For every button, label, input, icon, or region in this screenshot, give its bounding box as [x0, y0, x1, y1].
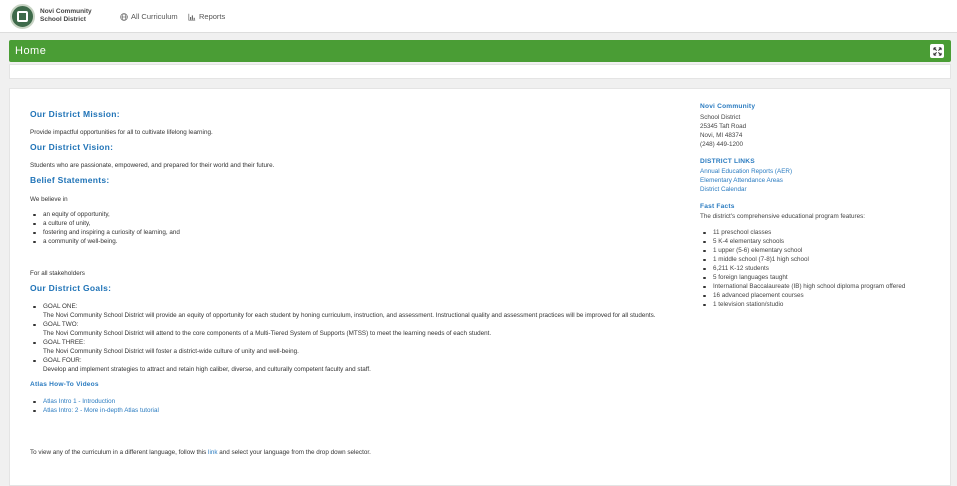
brand-line-1: Novi Community [40, 8, 92, 15]
list-item: 1 television station/studio [700, 300, 905, 309]
toolbar-strip [9, 64, 951, 79]
fast-facts-heading: Fast Facts [700, 203, 735, 210]
belief-list [30, 210, 180, 246]
expand-arrows-icon [933, 47, 942, 56]
list-item: fostering and inspiring a curiosity of learning, and [30, 228, 180, 237]
content-panel [9, 88, 951, 486]
district-heading: Novi Community [700, 103, 756, 110]
list-item: a community of well-being. [30, 237, 180, 246]
page-title: Home [15, 45, 47, 57]
goals-heading: Our District Goals: [30, 283, 112, 293]
address-line: School District [700, 114, 741, 121]
address-line: Novi, MI 48374 [700, 132, 743, 139]
list-item: International Baccalaureate (IB) high school diploma program offered [700, 282, 905, 291]
list-item: 1 middle school (7-8)1 high school [700, 255, 905, 264]
vision-text: Students who are passionate, empowered, and prepared for their world and their future. [30, 162, 275, 169]
list-item: 11 preschool classes [700, 228, 905, 237]
videos-list [30, 397, 159, 415]
nav-reports[interactable] [188, 12, 225, 21]
expand-button[interactable] [930, 44, 944, 58]
list-item: 1 upper (5-6) elementary school [700, 246, 905, 255]
video-link-intro-1[interactable]: Atlas Intro 1 - Introduction [30, 397, 159, 406]
brand-line-2: School District [40, 16, 86, 23]
list-item: a culture of unity, [30, 219, 180, 228]
goal-desc: Develop and implement strategies to attract and retain high caliber, diverse, and culturally competent faculty and staff. [43, 366, 371, 373]
vision-heading: Our District Vision: [30, 142, 114, 152]
district-seal-icon[interactable] [10, 4, 35, 29]
page-title-bar [9, 40, 951, 62]
link-district-calendar[interactable]: District Calendar [700, 186, 747, 193]
nav-all-curriculum[interactable] [120, 12, 178, 21]
brand-name[interactable] [40, 8, 100, 24]
list-item: 6,211 K-12 students [700, 264, 905, 273]
mission-text: Provide impactful opportunities for all to cultivate lifelong learning. [30, 129, 213, 136]
video-link-intro-2[interactable]: Atlas Intro: 2 - More in-depth Atlas tutorial [30, 406, 159, 415]
language-link[interactable]: link [208, 449, 218, 456]
goal-title: GOAL ONE: [30, 302, 655, 311]
goal-desc: The Novi Community School District will provide an equity of opportunity for each student by honing curriculum, instruction, and assessment. Instructional quality and assessment practices will be improved for all students. [43, 312, 656, 319]
bar-chart-icon [188, 13, 196, 21]
link-elementary-attendance-areas[interactable]: Elementary Attendance Areas [700, 177, 783, 184]
goals-list [30, 302, 655, 374]
nav-all-curriculum-label: All Curriculum [131, 12, 178, 21]
goal-desc: The Novi Community School District will foster a district-wide culture of unity and well-being. [43, 348, 299, 355]
list-item: 5 K-4 elementary schools [700, 237, 905, 246]
stakeholders-text: For all stakeholders [30, 270, 85, 277]
globe-icon [120, 13, 128, 21]
link-annual-education-reports[interactable]: Annual Education Reports (AER) [700, 168, 793, 175]
address-line: 25345 Taft Road [700, 123, 747, 130]
fast-facts-intro: The district's comprehensive educational program features: [700, 213, 866, 220]
goal-title: GOAL TWO: [30, 320, 655, 329]
language-note [30, 448, 371, 457]
fast-facts-list [700, 228, 905, 309]
top-navbar [0, 0, 957, 33]
list-item: an equity of opportunity, [30, 210, 180, 219]
nav-reports-label: Reports [199, 12, 226, 21]
belief-heading: Belief Statements: [30, 175, 110, 185]
goal-desc: The Novi Community School District will attend to the core components of a Multi-Tiered System of Supports (MTSS) to meet the learning needs of each student. [43, 330, 492, 337]
videos-heading: Atlas How-To Videos [30, 381, 99, 388]
goal-title: GOAL FOUR: [30, 356, 655, 365]
language-text-after: and select your language from the drop down selector. [217, 449, 371, 456]
district-links-heading: DISTRICT LINKS [700, 158, 755, 165]
goal-title: GOAL THREE: [30, 338, 655, 347]
phone-number: (248) 449-1200 [700, 141, 744, 148]
list-item: 5 foreign languages taught [700, 273, 905, 282]
list-item: 16 advanced placement courses [700, 291, 905, 300]
belief-intro: We believe in [30, 196, 68, 203]
language-text-before: To view any of the curriculum in a different language, follow this [30, 449, 209, 456]
mission-heading: Our District Mission: [30, 109, 120, 119]
